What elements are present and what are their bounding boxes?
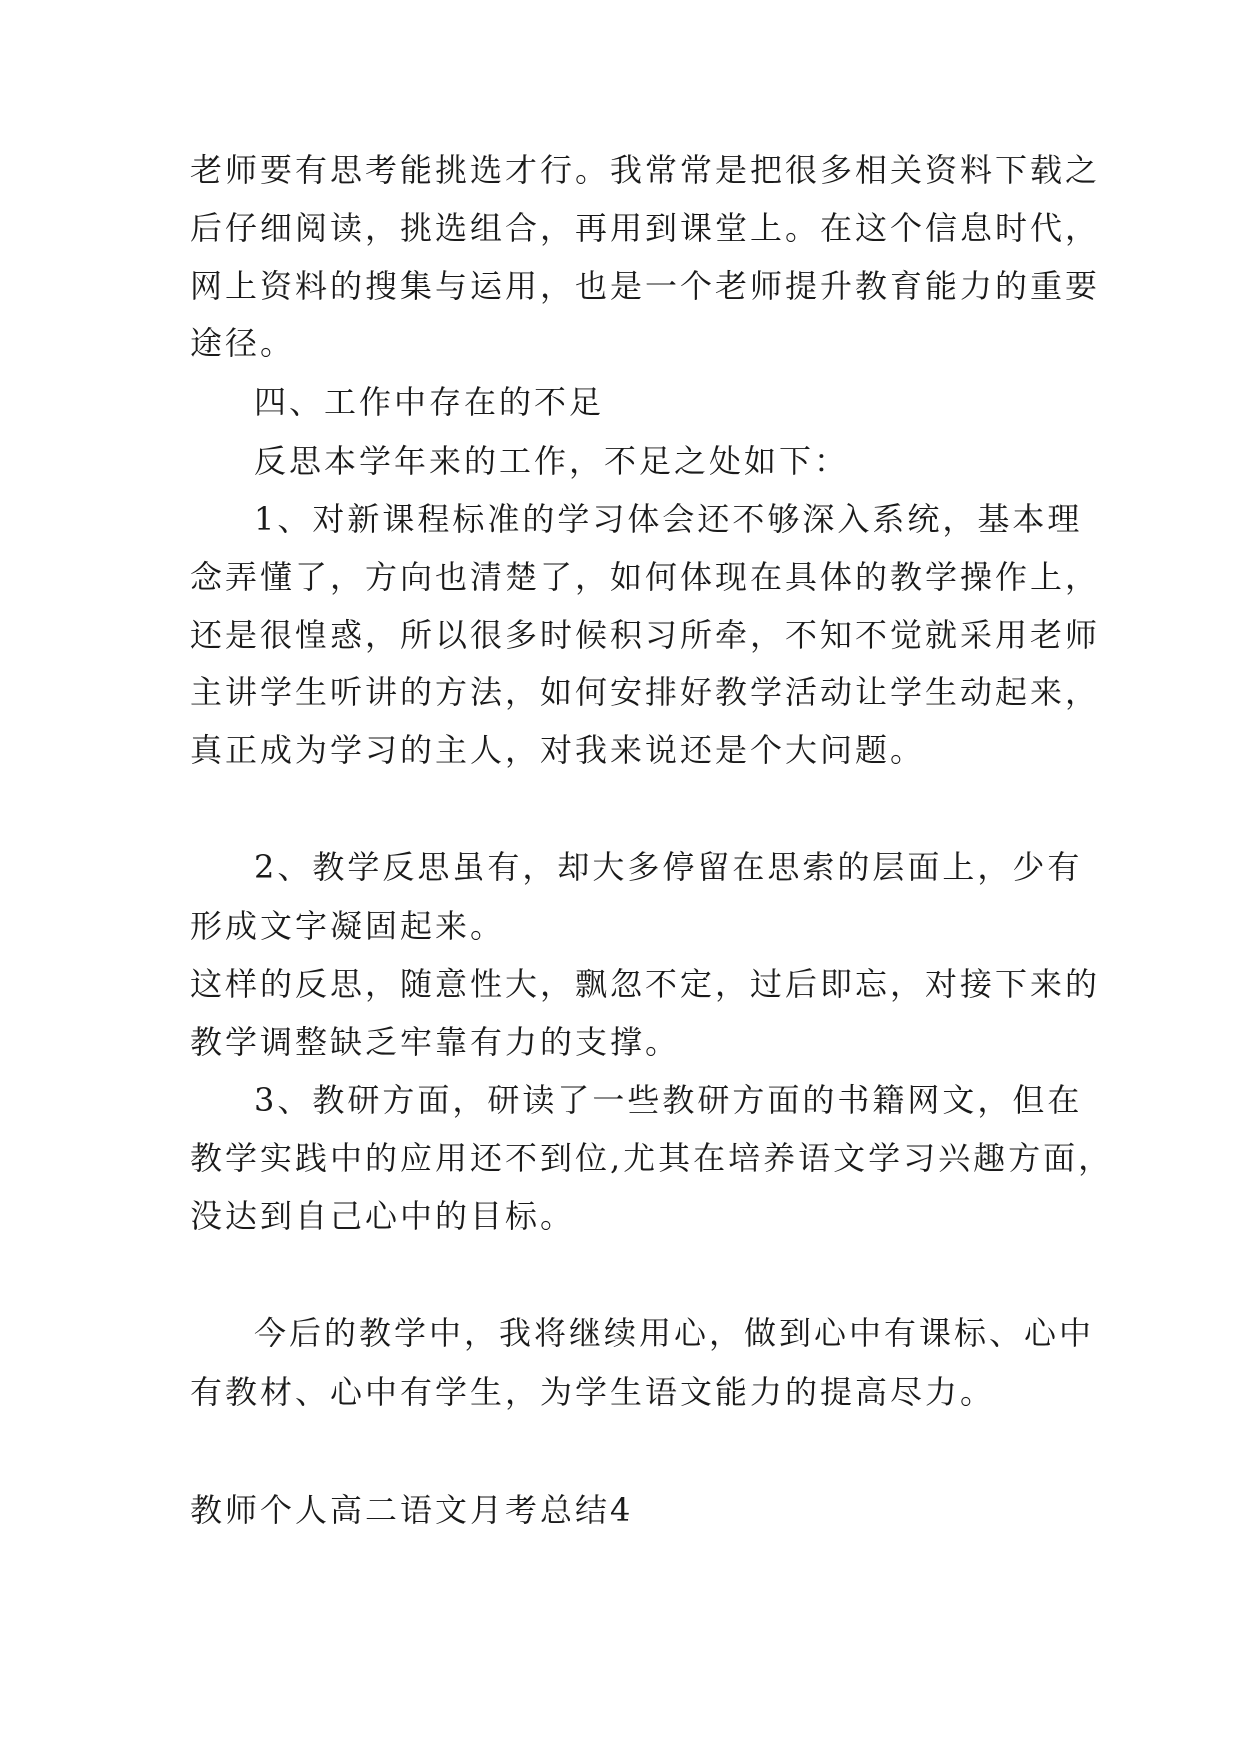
section-title: 教师个人高二语文月考总结4 bbox=[190, 1491, 634, 1529]
paragraph-line: 教学实践中的应用还不到位,尤其在培养语文学习兴趣方面， bbox=[190, 1139, 1114, 1177]
section-heading: 四、工作中存在的不足 bbox=[254, 383, 605, 421]
paragraph-line: 反思本学年来的工作，不足之处如下： bbox=[254, 442, 850, 480]
list-item-line: 1、对新课程标准的学习体会还不够深入系统，基本理 bbox=[254, 500, 1083, 538]
paragraph-line: 网上资料的搜集与运用，也是一个老师提升教育能力的重要 bbox=[190, 267, 1101, 305]
list-item-line: 2、教学反思虽有，却大多停留在思索的层面上，少有 bbox=[254, 848, 1083, 886]
paragraph-line: 还是很惶惑，所以很多时候积习所牵，不知不觉就采用老师 bbox=[190, 616, 1101, 654]
paragraph-line: 有教材、心中有学生，为学生语文能力的提高尽力。 bbox=[190, 1373, 996, 1411]
paragraph-line: 这样的反思，随意性大，飘忽不定，过后即忘，对接下来的 bbox=[190, 965, 1101, 1003]
paragraph-line: 没达到自己心中的目标。 bbox=[190, 1197, 576, 1235]
paragraph-line: 途径。 bbox=[190, 324, 296, 362]
paragraph-line: 主讲学生听讲的方法，如何安排好教学活动让学生动起来， bbox=[190, 673, 1101, 711]
paragraph-line: 教学调整缺乏牢靠有力的支撑。 bbox=[190, 1023, 681, 1061]
paragraph-line: 念弄懂了，方向也清楚了，如何体现在具体的教学操作上， bbox=[190, 558, 1101, 596]
paragraph-line: 老师要有思考能挑选才行。我常常是把很多相关资料下载之 bbox=[190, 151, 1101, 189]
paragraph-line: 后仔细阅读，挑选组合，再用到课堂上。在这个信息时代， bbox=[190, 209, 1101, 247]
paragraph-line: 今后的教学中，我将继续用心，做到心中有课标、心中 bbox=[254, 1314, 1095, 1352]
paragraph-line: 形成文字凝固起来。 bbox=[190, 907, 506, 945]
list-item-line: 3、教研方面，研读了一些教研方面的书籍网文，但在 bbox=[254, 1081, 1083, 1119]
paragraph-line: 真正成为学习的主人，对我来说还是个大问题。 bbox=[190, 731, 926, 769]
